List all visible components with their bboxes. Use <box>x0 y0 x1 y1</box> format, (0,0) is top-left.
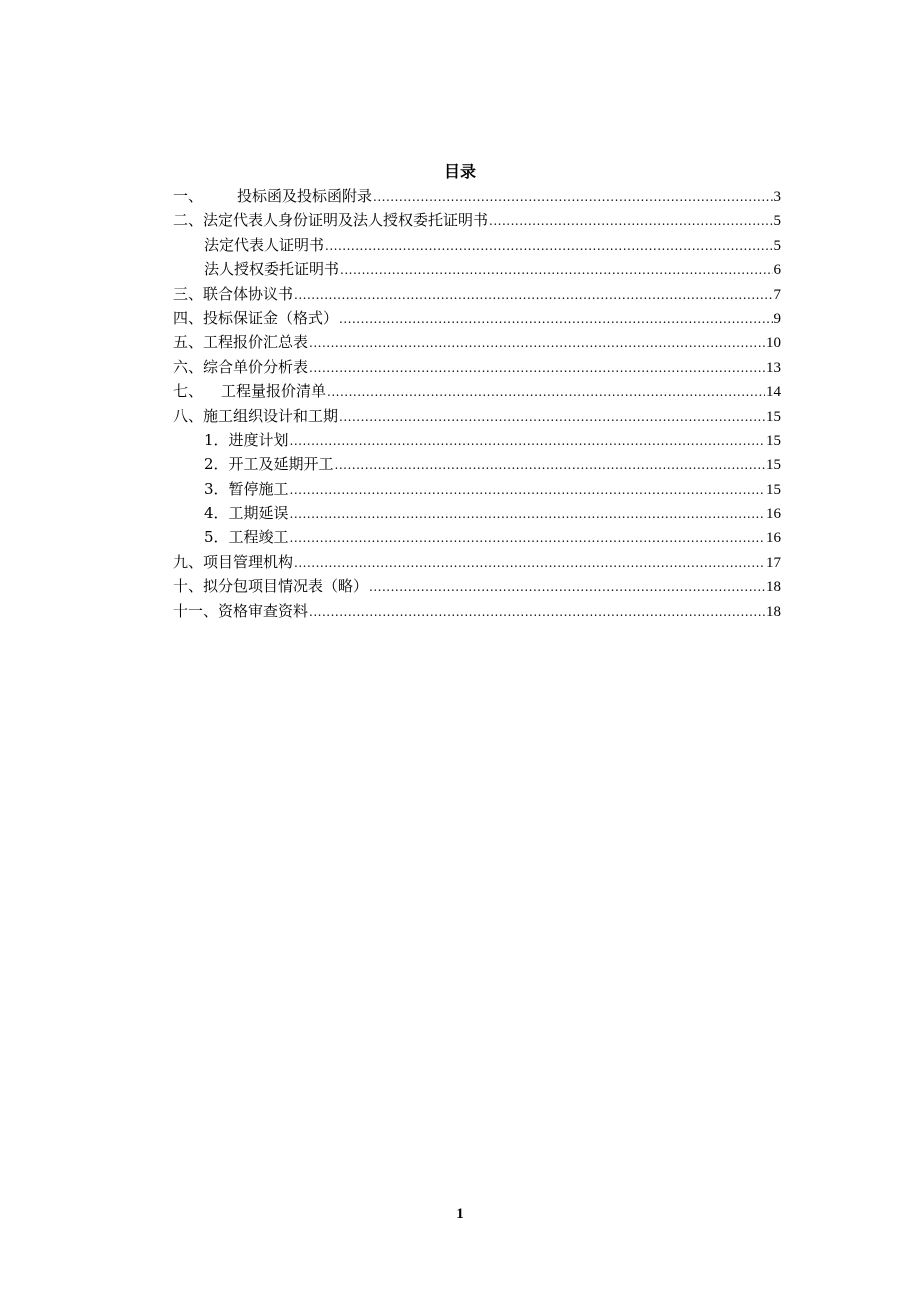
toc-leader-dots <box>290 526 765 550</box>
toc-leader-dots <box>325 234 772 258</box>
toc-entry-page: 6 <box>773 262 781 279</box>
toc-entry-page: 10 <box>766 335 781 352</box>
toc-entry-13[interactable] <box>173 477 781 501</box>
toc-entry-9[interactable] <box>173 379 781 403</box>
page-number: 1 <box>456 1206 464 1222</box>
toc-entry-text: 投标函及投标函附录 <box>237 187 373 205</box>
toc-entry-text: 九、项目管理机构 <box>173 552 294 571</box>
toc-leader-dots <box>290 502 765 526</box>
toc-leader-dots <box>290 478 765 502</box>
toc-entry-text: 二、法定代表人身份证明及法人授权委托证明书 <box>173 211 489 230</box>
toc-entry-text: 十、拟分包项目情况表（略） <box>173 577 369 596</box>
toc-entry-page: 5 <box>773 213 781 230</box>
toc-leader-dots <box>309 600 765 624</box>
toc-entry-page: 3 <box>773 189 781 205</box>
toc-entry-6[interactable] <box>173 306 781 330</box>
toc-entry-11[interactable] <box>173 428 781 452</box>
toc-entry-page: 5 <box>773 237 781 254</box>
toc-entry-page: 16 <box>766 506 781 523</box>
toc-leader-dots <box>339 405 765 429</box>
toc-entry-page: 18 <box>766 603 781 620</box>
toc-leader-dots <box>327 380 765 404</box>
toc-entry-text: 工程量报价清单 <box>221 382 327 401</box>
toc-title: 目录 <box>443 162 476 181</box>
toc-leader-dots <box>489 209 772 233</box>
toc-leader-dots <box>369 575 765 599</box>
toc-entry-page: 17 <box>766 554 781 571</box>
toc-entry-text: 4．工期延误 <box>204 504 289 523</box>
toc-entry-page: 9 <box>773 310 781 327</box>
toc-entry-1[interactable] <box>173 184 781 208</box>
toc-entry-page: 15 <box>766 457 781 474</box>
toc-entry-text: 四、投标保证金（格式） <box>173 308 339 327</box>
toc-leader-dots <box>294 283 772 307</box>
toc-entry-text: 六、综合单价分析表 <box>173 357 309 376</box>
toc-entry-page: 15 <box>766 432 781 449</box>
toc-entry-page: 15 <box>766 481 781 498</box>
toc-entry-prefix: 七、 <box>173 382 204 401</box>
toc-entry-17[interactable] <box>173 574 781 598</box>
toc-entry-5[interactable] <box>173 282 781 306</box>
toc-leader-dots <box>340 258 772 282</box>
table-of-contents <box>173 184 781 623</box>
toc-entry-page: 16 <box>766 530 781 547</box>
toc-entry-text: 十一、资格审查资料 <box>173 601 309 620</box>
toc-leader-dots <box>294 551 765 575</box>
toc-entry-label <box>173 184 372 208</box>
toc-entry-18[interactable] <box>173 599 781 623</box>
toc-entry-14[interactable] <box>173 501 781 525</box>
toc-leader-dots <box>339 307 772 331</box>
toc-entry-text: 2．开工及延期开工 <box>204 455 334 474</box>
toc-entry-15[interactable] <box>173 525 781 549</box>
toc-entry-page: 13 <box>766 359 781 376</box>
toc-entry-text: 三、联合体协议书 <box>173 284 294 303</box>
toc-entry-text: 1．进度计划 <box>204 430 289 449</box>
toc-leader-dots <box>373 185 772 209</box>
toc-entry-3[interactable] <box>173 233 781 257</box>
toc-leader-dots <box>309 356 765 380</box>
toc-leader-dots <box>290 429 765 453</box>
toc-entry-text: 八、施工组织设计和工期 <box>173 406 339 425</box>
toc-entry-8[interactable] <box>173 355 781 379</box>
toc-entry-4[interactable] <box>173 257 781 281</box>
toc-entry-7[interactable] <box>173 330 781 354</box>
toc-entry-text: 3．暂停施工 <box>204 479 289 498</box>
toc-entry-10[interactable] <box>173 404 781 428</box>
toc-leader-dots <box>335 453 765 477</box>
toc-entry-text: 5．工程竣工 <box>204 528 289 547</box>
toc-entry-page: 15 <box>766 408 781 425</box>
toc-entry-2[interactable] <box>173 208 781 232</box>
toc-entry-page: 14 <box>766 384 781 401</box>
toc-entry-text: 法人授权委托证明书 <box>204 260 340 279</box>
toc-entry-page: 18 <box>766 579 781 596</box>
toc-entry-text: 法定代表人证明书 <box>204 235 325 254</box>
toc-entry-text: 五、工程报价汇总表 <box>173 333 309 352</box>
toc-entry-label <box>173 379 326 403</box>
toc-entry-prefix: 一、 <box>173 187 204 205</box>
toc-leader-dots <box>309 331 765 355</box>
toc-entry-12[interactable] <box>173 452 781 476</box>
toc-entry-16[interactable] <box>173 550 781 574</box>
toc-entry-page: 7 <box>773 286 781 303</box>
